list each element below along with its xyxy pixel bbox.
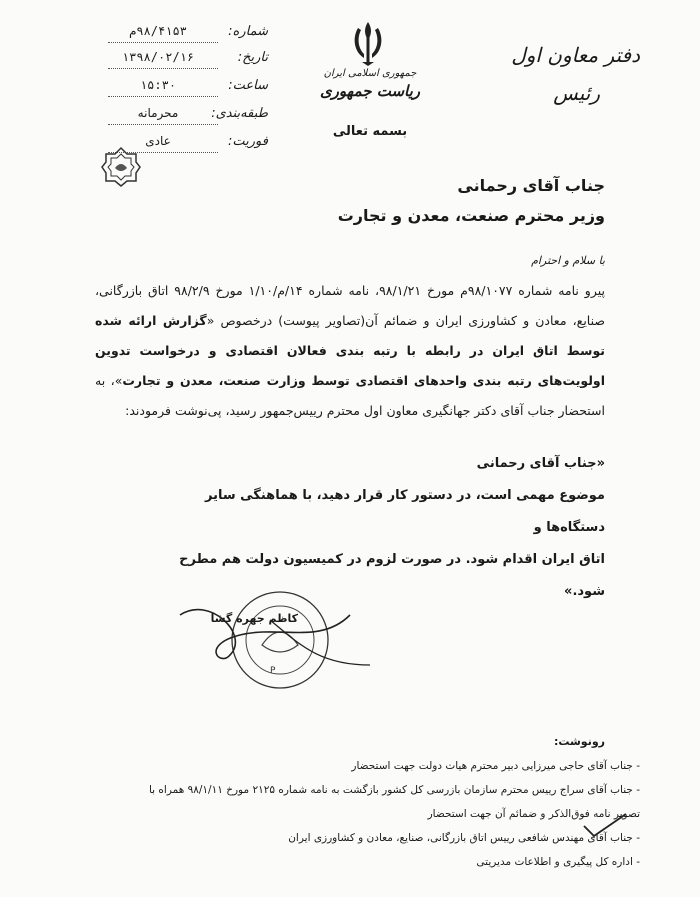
meta-time: [108, 78, 268, 100]
basmala: بسمه تعالی: [332, 124, 408, 139]
meta-classification-value: محرمانه: [137, 106, 179, 120]
octagon-stamp-icon: [100, 146, 142, 188]
meta-date-value: ۱۳۹۸/۰۲/۱۶: [121, 50, 195, 64]
meta-priority-label: فوریت:: [228, 134, 268, 149]
recipient-name: جناب آقای رحمانی: [457, 176, 605, 195]
iran-emblem-icon: [346, 18, 390, 68]
quote-block: [145, 448, 605, 608]
cc-item: - جناب آقای حاجی میرزایی دبیر محترم هیات دولت جهت استحضار: [351, 760, 640, 772]
meta-time-label: ساعت:: [228, 78, 268, 93]
meta-number-value: ۹۸/۴۱۵۳م: [129, 24, 187, 38]
handwritten-note-line2: رئیس: [553, 81, 600, 105]
body-text-part1: پیرو نامه شماره ۹۸/۱۰۷۷م مورخ ۹۸/۱/۲۱، نامه شماره ۱۴/م/۱/۱۰ مورخ ۹۸/۲/۹ اتاق بازرگانی، صنایع، معادن و کشاورزی ایران و ضمائم آن(تصاویر پیوست) درخصوص «: [95, 283, 605, 328]
quote-line1: «جناب آقای رحمانی: [476, 456, 605, 471]
org-line1: جمهوری اسلامی ایران: [323, 68, 417, 79]
cc-title: رونوشت:: [553, 735, 605, 748]
meta-time-value: ۱۵:۳۰: [139, 78, 177, 92]
body-paragraph: [95, 276, 605, 426]
meta-classification-label: طبقه‌بندی:: [211, 106, 268, 121]
quote-line3: اتاق ایران اقدام شود. در صورت لزوم در کمیسیون دولت هم مطرح شود.»: [179, 552, 605, 599]
meta-number-label: شماره:: [228, 24, 268, 39]
cc-item: - اداره کل پیگیری و اطلاعات مدیریتی: [476, 856, 640, 868]
svg-text:P: P: [270, 666, 276, 676]
signature-stamp-icon: [170, 585, 400, 695]
quote-line2: موضوع مهمی است، در دستور کار قرار دهید، با هماهنگی سایر دستگاه‌ها و: [205, 488, 605, 535]
cc-list: [80, 754, 640, 874]
body-text-bold: گزارش ارائه شده توسط اتاق ایران در رابطه با رتبه بندی فعالان اقتصادی و درخواست تدوین اولویت‌های رتبه بندی واحدهای اقتصادی توسط وزارت صنعت، معدن و تجارت: [95, 313, 605, 388]
signature-name: کاظم جهره گشا: [210, 612, 298, 625]
meta-date-label: تاریخ:: [237, 50, 268, 65]
meta-number: [108, 24, 268, 46]
meta-classification: [108, 106, 268, 128]
cc-item: تصویر نامه فوق‌الذکر و ضمائم آن جهت استحضار: [427, 808, 640, 820]
cc-item: - جناب آقای سراج رییس محترم سازمان بازرسی کل کشور بازگشت به نامه شماره ۲۱۲۵ مورخ ۹۸/۱/۱۱ همراه با: [148, 784, 640, 796]
greeting: با سلام و احترام: [531, 254, 605, 267]
handwritten-note-line1: دفتر معاون اول: [511, 43, 640, 67]
org-line2: ریاست جمهوری: [319, 82, 421, 100]
meta-date: [108, 50, 268, 72]
meta-priority-value: عادی: [145, 134, 171, 148]
checkmark-icon: [580, 810, 630, 840]
cc-item: - جناب آقای مهندس شافعی رییس اتاق بازرگانی، صنایع، معادن و کشاورزی ایران: [288, 832, 640, 844]
recipient-title: وزیر محترم صنعت، معدن و تجارت: [337, 206, 605, 225]
handwritten-note: [480, 36, 640, 112]
body-text-part2: »، به استحضار جناب آقای دکتر جهانگیری معاون اول محترم رییس‌جمهور رسید، پی‌نوشت فرمودند:: [95, 373, 605, 418]
